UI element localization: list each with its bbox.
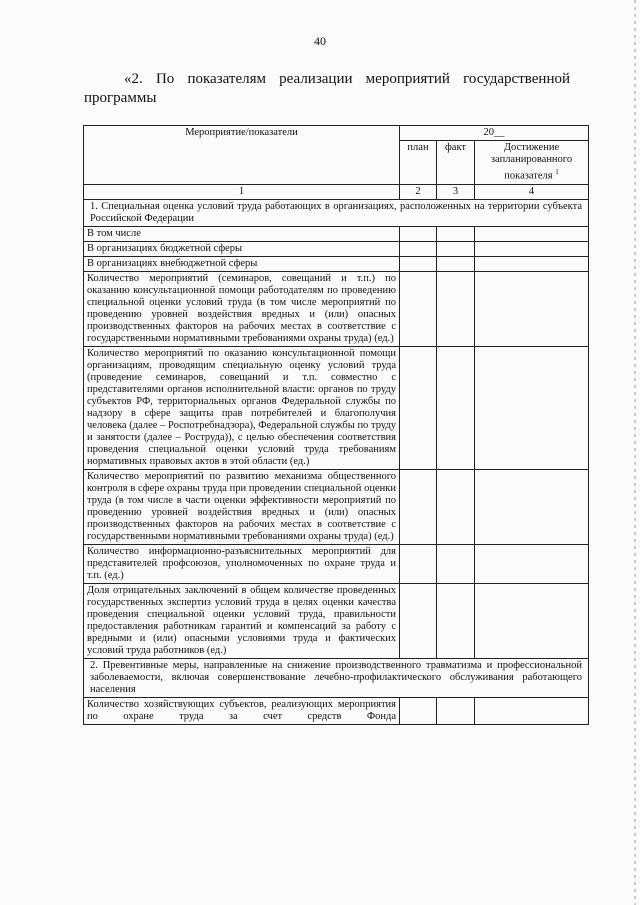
row-label: В организациях внебюджетной сферы — [84, 256, 400, 271]
cell-achievement — [475, 241, 589, 256]
cell-plan — [400, 226, 437, 241]
cell-fact — [437, 544, 475, 583]
section-heading — [84, 70, 570, 108]
cell-plan — [400, 346, 437, 469]
table-row — [84, 583, 589, 658]
cell-achievement — [475, 544, 589, 583]
cell-achievement — [475, 469, 589, 544]
section-2-title: 2. Превентивные меры, направленные на снижение производственного травматизма и профессиональной заболеваемости, включая совершенствование лечебно-профилактического обслуживания работающего населения — [84, 658, 589, 697]
cell-plan — [400, 583, 437, 658]
cell-fact — [437, 226, 475, 241]
header-measure: Мероприятие/показатели — [84, 126, 400, 185]
cell-achievement — [475, 256, 589, 271]
indicators-table — [83, 125, 589, 725]
table-row — [84, 226, 589, 241]
header-fact: факт — [437, 141, 475, 185]
cell-plan — [400, 271, 437, 346]
cell-achievement — [475, 346, 589, 469]
header-plan: план — [400, 141, 437, 185]
col-number: 4 — [475, 184, 589, 199]
cell-plan — [400, 256, 437, 271]
column-numbers-row — [84, 184, 589, 199]
row-label: В организациях бюджетной сферы — [84, 241, 400, 256]
cell-fact — [437, 346, 475, 469]
table-row — [84, 271, 589, 346]
cell-achievement — [475, 697, 589, 724]
row-label: Количество мероприятий (семинаров, совещаний и т.п.) по оказанию консультационной помощи работодателям по проведению специальной оценки условий труда (в том числе мероприятий по проведению уровней воздействия вредных и (или) опасных производственных факторов на рабочих местах в соответствие с государственными нормативными требованиями охраны труда) (ед.) — [84, 271, 400, 346]
cell-achievement — [475, 226, 589, 241]
cell-fact — [437, 271, 475, 346]
section-row — [84, 658, 589, 697]
header-achievement: Достижение запланированного показателя $^1$ — [475, 141, 589, 185]
cell-fact — [437, 697, 475, 724]
table-row — [84, 469, 589, 544]
cell-fact — [437, 241, 475, 256]
section-1-title: 1. Специальная оценка условий труда работающих в организациях, расположенных на территории субъекта Российской Федерации — [84, 199, 589, 226]
row-label: Количество мероприятий по развитию механизма общественного контроля в сфере охраны труда при проведении специальной оценки труда (в том числе в части оценки эффективности мероприятий по проведению уровней воздействия вредных и (или) опасных производственных факторов на рабочих местах в соответствие с государственными нормативными требованиями охраны труда) (ед.) — [84, 469, 400, 544]
cell-achievement — [475, 583, 589, 658]
row-label: Количество мероприятий по оказанию консультационной помощи организациям, проводящим специальную оценку условий труда (проведение семинаров, совещаний и т.п. совместно с представителями органов исполнительной власти: органов по труду субъектов РФ, территориальных органов Федеральной службы по надзору в сфере защиты прав потребителей и благополучия человека (далее – Роспотребнадзора), Федеральной службы по труду и занятости (далее – Роструда)), с целью обеспечения соответствия проведения специальной оценки условий труда требованиям нормативных правовых актов в этой области (ед.) — [84, 346, 400, 469]
col-number: 2 — [400, 184, 437, 199]
header-year: 20__ — [400, 126, 589, 141]
row-label: Количество информационно-разъяснительных мероприятий для представителей профсоюзов, уполномоченных по охране труда и т.п. (ед.) — [84, 544, 400, 583]
cell-plan — [400, 469, 437, 544]
table-row — [84, 346, 589, 469]
col-number: 1 — [84, 184, 400, 199]
row-label: Доля отрицательных заключений в общем количестве проведенных государственных экспертиз условий труда в целях оценки качества проведения специальной оценки условий труда, правильности предоставления работникам гарантий и компенсаций за работу с вредными и (или) опасными условиями труда и фактических условий труда работников (ед.) — [84, 583, 400, 658]
row-label: В том числе — [84, 226, 400, 241]
cell-fact — [437, 256, 475, 271]
table-row — [84, 544, 589, 583]
cell-fact — [437, 469, 475, 544]
row-label: Количество хозяйствующих субъектов, реализующих мероприятия по охране труда за счет средств Фонда — [84, 697, 400, 724]
table-row — [84, 256, 589, 271]
table-row — [84, 241, 589, 256]
cell-plan — [400, 241, 437, 256]
cell-plan — [400, 697, 437, 724]
table-row — [84, 697, 589, 724]
section-row — [84, 199, 589, 226]
col-number: 3 — [437, 184, 475, 199]
page-number: 40 — [314, 34, 326, 48]
cell-fact — [437, 583, 475, 658]
heading-text: «2. По показателям реализации мероприятий государственной программы — [84, 71, 570, 106]
scan-edge — [634, 0, 636, 905]
cell-achievement — [475, 271, 589, 346]
cell-plan — [400, 544, 437, 583]
header-row-1 — [84, 126, 589, 141]
